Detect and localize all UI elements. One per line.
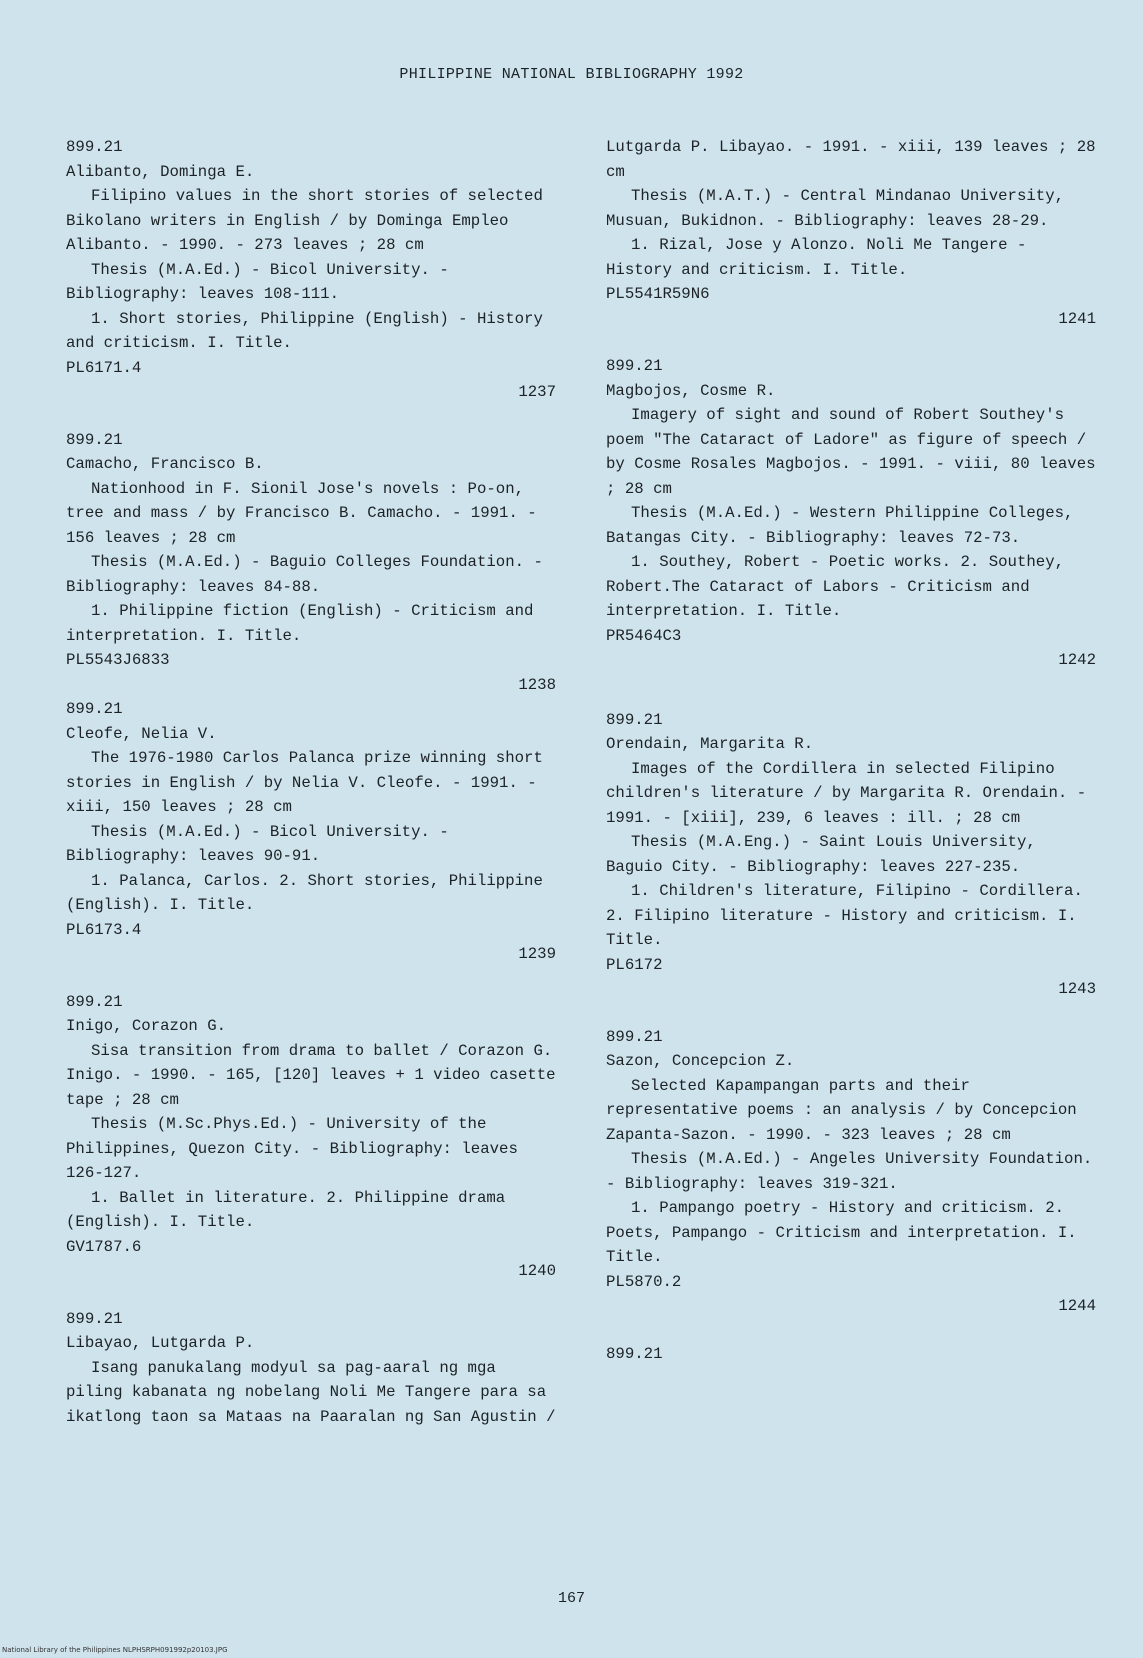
entry-number: 1242 (1058, 651, 1096, 669)
entry-author: Alibanto, Dominga E. (66, 162, 255, 181)
entry-number: 1241 (1058, 309, 1096, 328)
left-column (66, 135, 556, 1429)
bib-entry (606, 1342, 1096, 1367)
entry-author: Libayao, Lutgarda P. (66, 1334, 255, 1352)
page-header: PHILIPPINE NATIONAL BIBLIOGRAPHY 1992 (399, 66, 744, 83)
dewey-number: 899.21 (606, 1344, 663, 1363)
entry-title: The 1976-1980 Carlos Palanca prize winning short stories in English / by Nelia V. Cleofe. - 1991. - xiii, 150 leaves ; 28 cm (66, 749, 543, 816)
entry-subjects: 1. Children's literature, Filipino - Cordillera. 2. Filipino literature - History and criticism. I. Title. (606, 882, 1083, 949)
entry-author: Orendain, Margarita R. (606, 735, 814, 753)
dewey-number: 899.21 (66, 138, 123, 156)
dewey-number: 899.21 (66, 1309, 123, 1328)
entry-subjects: 1. Southey, Robert - Poetic works. 2. Southey, Robert.The Cataract of Labors - Criticism and interpretation. I. Title. (606, 553, 1065, 620)
entry-title: Filipino values in the short stories of selected Bikolano writers in English / by Dominga Empleo Alibanto. - 1990. - 273 leaves ; 28 cm (66, 187, 543, 254)
entry-number: 1239 (518, 945, 556, 963)
entry-thesis-note: Thesis (M.A.Ed.) - Bicol University. - Bibliography: leaves 108-111. (66, 260, 449, 303)
entry-number: 1243 (1058, 980, 1096, 998)
entry-thesis-note: Thesis (M.A.Ed.) - Angeles University Foundation. - Bibliography: leaves 319-321. (606, 1150, 1093, 1193)
entry-thesis-note: Thesis (M.A.Ed.) - Bicol University. - Bibliography: leaves 90-91. (66, 822, 449, 865)
entry-author: Cleofe, Nelia V. (66, 724, 217, 743)
entry-thesis-note: Thesis (M.A.Ed.) - Western Philippine Colleges, Batangas City. - Bibliography: leaves 72-73. (606, 504, 1074, 547)
bib-entry (606, 708, 1096, 1002)
bib-entry (66, 428, 556, 698)
entry-call-number: PL5870.2 (606, 1272, 682, 1291)
scan-footer: National Library of the Philippines NLPHSRPH091992p20103.JPG (2, 1646, 228, 1654)
entry-title: Images of the Cordillera in selected Filipino children's literature / by Margarita R. Orendain. - 1991. - [xiii], 239, 6 leaves : ill. ; 28 cm (606, 759, 1087, 827)
bib-entry (66, 697, 556, 967)
dewey-number: 899.21 (66, 430, 123, 449)
entry-number: 1244 (1058, 1297, 1096, 1315)
dewey-number: 899.21 (606, 357, 663, 375)
entry-subjects: 1. Philippine fiction (English) - Criticism and interpretation. I. Title. (66, 602, 534, 645)
entry-thesis-note: Thesis (M.Sc.Phys.Ed.) - University of the Philippines, Quezon City. - Bibliography: leaves 126-127. (66, 1115, 518, 1182)
entry-title: Nationhood in F. Sionil Jose's novels : Po-on, tree and mass / by Francisco B. Camacho. - 1991. - 156 leaves ; 28 cm (66, 479, 537, 547)
entry-call-number: PL5541R59N6 (606, 285, 710, 303)
dewey-number: 899.21 (66, 992, 123, 1011)
entry-thesis-note: Thesis (M.A.T.) - Central Mindanao University, Musuan, Bukidnon. - Bibliography: leaves 28-29. (606, 187, 1065, 230)
entry-call-number: PL6172 (606, 955, 663, 974)
entry-number: 1238 (518, 675, 556, 694)
page-number: 167 (557, 1590, 585, 1607)
bib-entry-continuation (606, 135, 1096, 331)
bib-entry (66, 990, 556, 1284)
entry-thesis-note: Thesis (M.A.Eng.) - Saint Louis University, Baguio City. - Bibliography: leaves 227-235. (606, 833, 1036, 876)
entry-title: Sisa transition from drama to ballet / Corazon G. Inigo. - 1990. - 165, [120] leaves + 1 video casette tape ; 28 cm (66, 1041, 556, 1109)
entry-title-continued: Lutgarda P. Libayao. - 1991. - xiii, 139 leaves ; 28 cm (606, 138, 1096, 181)
dewey-number: 899.21 (66, 700, 123, 718)
entry-call-number: PL5543J6833 (66, 651, 170, 669)
bib-entry (66, 1307, 556, 1430)
entry-call-number: PL6173.4 (66, 920, 142, 939)
entry-author: Sazon, Concepcion Z. (606, 1052, 795, 1070)
entry-call-number: PR5464C3 (606, 626, 682, 645)
entry-subjects: 1. Short stories, Philippine (English) - History and criticism. I. Title. (66, 309, 543, 352)
entry-number: 1240 (518, 1262, 556, 1280)
entry-author: Camacho, Francisco B. (66, 455, 264, 473)
entry-subjects: 1. Rizal, Jose y Alonzo. Noli Me Tangere - History and criticism. I. Title. (606, 236, 1027, 279)
dewey-number: 899.21 (606, 1027, 663, 1046)
entry-title: Imagery of sight and sound of Robert Southey's poem "The Cataract of Ladore" as figure of speech / by Cosme Rosales Magbojos. - 1991. - viii, 80 leaves ; 28 cm (606, 406, 1096, 498)
right-column (606, 135, 1096, 1366)
entry-subjects: 1. Ballet in literature. 2. Philippine drama (English). I. Title. (66, 1188, 506, 1231)
dewey-number: 899.21 (606, 710, 663, 729)
entry-title: Selected Kapampangan parts and their representative poems : an analysis / by Concepcion Zapanta-Sazon. - 1990. - 323 leaves ; 28 cm (606, 1076, 1077, 1144)
entry-author: Inigo, Corazon G. (66, 1017, 227, 1035)
entry-thesis-note: Thesis (M.A.Ed.) - Baguio Colleges Foundation. - Bibliography: leaves 84-88. (66, 553, 543, 596)
bib-entry (606, 1025, 1096, 1319)
entry-title: Isang panukalang modyul sa pag-aaral ng mga piling kabanata ng nobelang Noli Me Tangere para sa ikatlong taon sa Mataas na Paaralan ng San Agustin / (66, 1358, 556, 1426)
bib-entry (606, 354, 1096, 673)
entry-author: Magbojos, Cosme R. (606, 381, 776, 400)
entry-subjects: 1. Palanca, Carlos. 2. Short stories, Philippine (English). I. Title. (66, 871, 543, 914)
entry-call-number: GV1787.6 (66, 1237, 142, 1256)
bib-entry (66, 135, 556, 405)
entry-subjects: 1. Pampango poetry - History and criticism. 2. Poets, Pampango - Criticism and interpretation. I. Title. (606, 1199, 1077, 1266)
entry-call-number: PL6171.4 (66, 358, 142, 377)
entry-number: 1237 (518, 383, 556, 401)
